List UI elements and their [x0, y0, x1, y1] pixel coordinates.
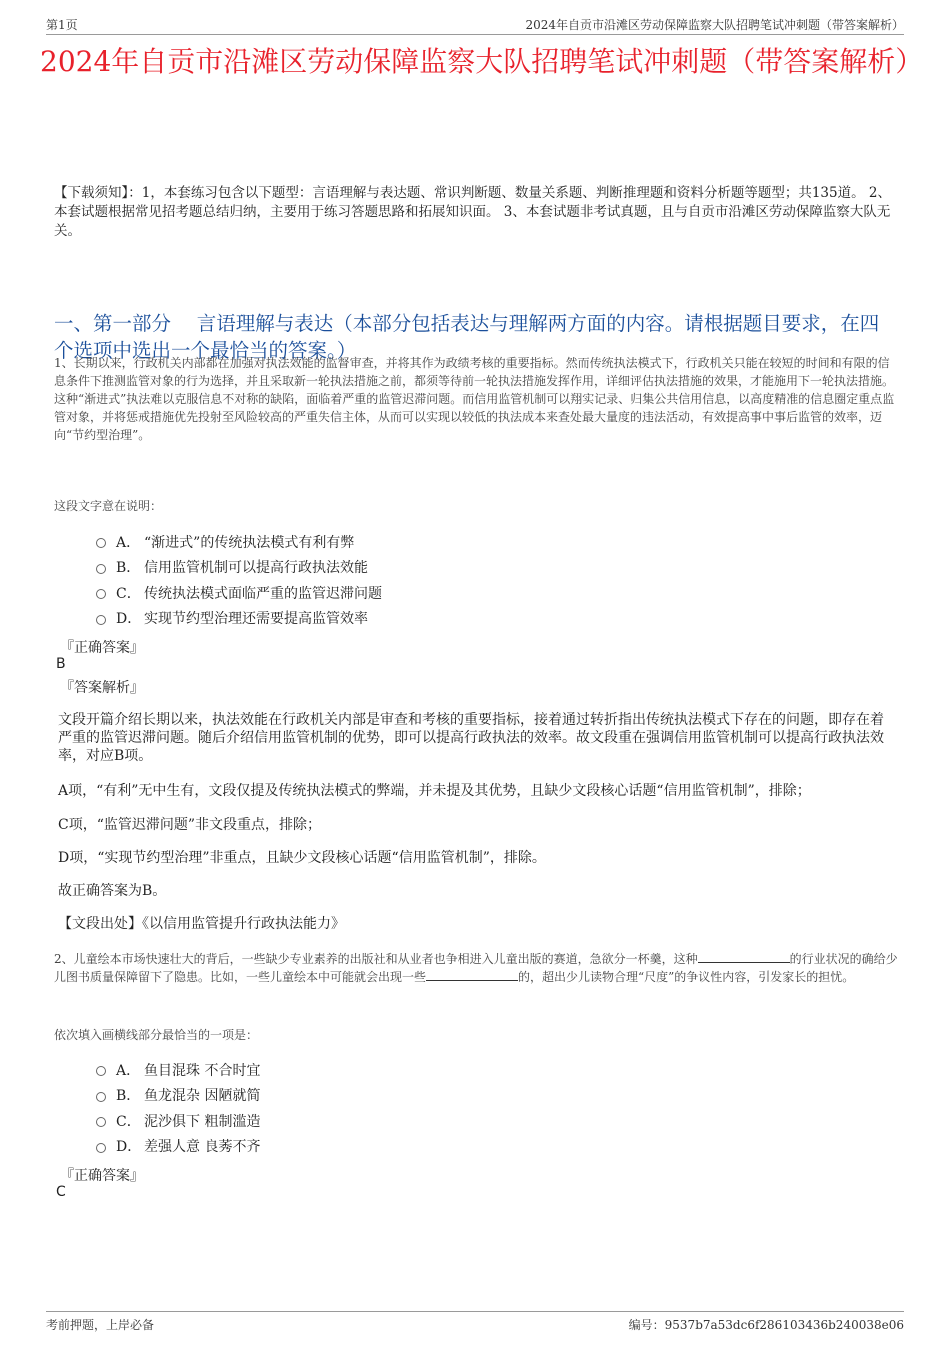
analysis-paragraph: 文段开篇介绍长期以来，执法效能在行政机关内部是审查和考核的重要指标，接着通过转折指出传统执法模式下存在的问题，即存在着严重的监管迟滞问题。随后介绍信用监管机制的优势，即可以提高行政执法的效率。故文段重在强调信用监管机制可以提高行政执法效率，对应B项。	[58, 712, 884, 764]
answer-label: 『正确答案』	[60, 640, 144, 656]
header-doc-title: 2024年自贡市沿滩区劳动保障监察大队招聘笔试冲刺题（带答案解析）	[525, 18, 904, 32]
answer-label-2: 『正确答案』	[60, 1168, 144, 1184]
option-b[interactable]: B． 鱼龙混杂 因陋就简	[96, 1083, 260, 1109]
question-2-prompt-wrap	[54, 1026, 898, 1043]
question-2	[54, 950, 898, 986]
option-a[interactable]: A． 鱼目混珠 不合时宜	[96, 1057, 260, 1083]
analysis-source: 【文段出处】《以信用监管提升行政执法能力》	[58, 916, 345, 932]
analysis-option-a: A项，“有利”无中生有，文段仅提及传统执法模式的弊端，并未提及其优势，且缺少文段核心话题“信用监管机制”，排除；	[58, 783, 811, 799]
analysis-label: 『答案解析』	[60, 680, 144, 696]
option-d[interactable]: D． 差强人意 良莠不齐	[96, 1134, 260, 1160]
correct-answer-2: C	[56, 1184, 66, 1200]
radio-icon[interactable]	[96, 538, 106, 548]
question-2-options	[96, 1057, 260, 1159]
option-d[interactable]: D． 实现节约型治理还需要提高监管效率	[96, 606, 382, 632]
option-b[interactable]: B． 信用监管机制可以提高行政执法效能	[96, 555, 382, 581]
radio-icon[interactable]	[96, 564, 106, 574]
option-a[interactable]: A． “渐进式”的传统执法模式有利有弊	[96, 529, 382, 555]
analysis-option-c: C项，“监管迟滞问题”非文段重点，排除；	[58, 817, 322, 833]
analysis-option-d: D项，“实现节约型治理”非重点，且缺少文段核心话题“信用监管机制”，排除。	[58, 850, 546, 866]
fill-blank-1	[698, 950, 790, 963]
question-1-options	[96, 529, 382, 631]
radio-icon[interactable]	[96, 1143, 106, 1153]
document-title: 2024年自贡市沿滩区劳动保障监察大队招聘笔试冲刺题（带答案解析）	[40, 45, 924, 78]
question-1-prompt: 这段文字意在说明：	[54, 499, 163, 513]
page-footer	[46, 1311, 904, 1336]
correct-answer: B	[56, 656, 66, 672]
question-1	[54, 354, 898, 444]
section-title: 一、第一部分 言语理解与表达（本部分包括表达与理解两方面的内容。请根据题目要求，在四个选项中选出一个最恰当的答案。）	[54, 312, 880, 362]
footer-code: 编号：9537b7a53dc6f286103436b240038e06	[628, 1318, 904, 1332]
option-c[interactable]: C． 泥沙俱下 粗制滥造	[96, 1108, 260, 1134]
footer-slogan: 考前押题，上岸必备	[46, 1318, 155, 1332]
page-number: 第1页	[46, 18, 78, 32]
radio-icon[interactable]	[96, 1092, 106, 1102]
radio-icon[interactable]	[96, 1117, 106, 1127]
page-header	[46, 14, 904, 35]
download-notice: 【下载须知】：1，本套练习包含以下题型：言语理解与表达题、常识判断题、数量关系题、判断推理题和资料分析题等题型；共135道。 2、本套试题根据常见招考题总结归纳，主要用于练习答题思路和拓展知识面。 3、本套试题非考试真题，且与自贡市沿滩区劳动保障监察大队无关。	[54, 185, 891, 239]
question-2-prompt: 依次填入画横线部分最恰当的一项是：	[54, 1028, 259, 1042]
radio-icon[interactable]	[96, 615, 106, 625]
analysis-conclusion: 故正确答案为B。	[58, 883, 167, 899]
option-c[interactable]: C． 传统执法模式面临严重的监管迟滞问题	[96, 580, 382, 606]
radio-icon[interactable]	[96, 589, 106, 599]
radio-icon[interactable]	[96, 1066, 106, 1076]
fill-blank-2	[426, 968, 518, 981]
question-1-text: 1、长期以来，行政机关内部都在加强对执法效能的监督审查，并将其作为政绩考核的重要指标。然而传统执法模式下，行政机关只能在较短的时间和有限的信息条件下推测监管对象的行为选择，并且采取新一轮执法措施之前，都须等待前一轮执法措施发挥作用，详细评估执法措施的效果，才能施用下一轮执法措施。这种“渐进式”执法难以克服信息不对称的缺陷，面临着严重的监管迟滞问题。而信用监管机制可以翔实记录、归集公共信用信息，以高度精准的信息圈定重点监管对象，并将惩戒措施优先投射至风险较高的严重失信主体，从而可以实现以较低的执法成本来查处最大量度的违法活动，有效提高事中事后监管的效率，迈向“节约型治理”。	[54, 356, 895, 442]
question-1-prompt-wrap	[54, 497, 898, 514]
question-2-text: 2、儿童绘本市场快速壮大的背后，一些缺少专业素养的出版社和从业者也争相进入儿童出版的赛道，急欲分一杯羹，这种 的行业状况的确给少儿图书质量保障留下了隐患。比如，一些儿童绘本中可能就会出现一些 的，超出少儿读物合理“尺度”的争议性内容，引发家长的担忧。	[54, 952, 898, 984]
